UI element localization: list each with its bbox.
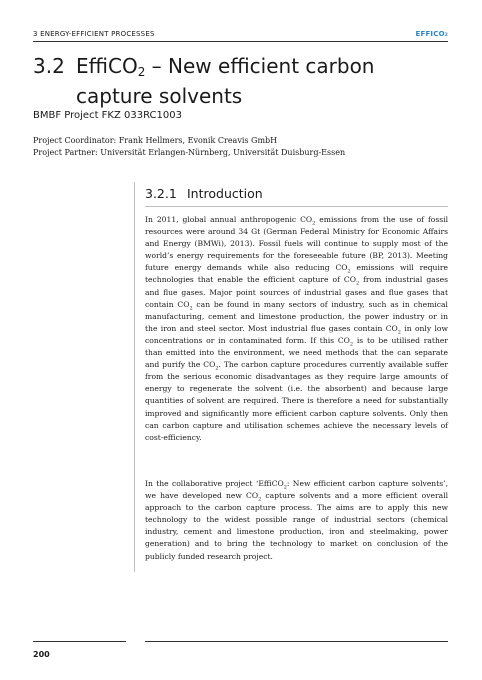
chapter-title-part1: EffiCO [76,54,138,78]
chapter-title [76,54,446,108]
margin-divider [134,182,135,572]
chapter-title-subscript: 2 [137,65,146,79]
page-number: 200 [33,650,50,659]
running-header-chapter: 3 ENERGY-EFFICIENT PROCESSES [33,30,155,38]
footer-divider-left [33,641,126,642]
paragraph-2: In the collaborative project ‘EffiCO$_2$: New efficient carbon capture solvents’, we have developed new $CO_2$ capture solvents and a more efficient overall approach to the carbon capture process. The aims are to apply this new technology to the widest possible range of industrial sectors (chemical industry, cement and limestone production, iron and steelmaking, power generation) and to bring the technology to market on conclusion of the publicly funded research project. [145,479,448,561]
section-heading [145,186,263,201]
section-title: Introduction [187,186,263,201]
project-coordinator: Project Coordinator: Frank Hellmers, Evonik Creavis GmbH [33,136,278,145]
project-code: BMBF Project FKZ 033RC1003 [33,110,182,121]
chapter-title-part2: – New efficient carbon capture solvents [76,54,375,108]
project-meta [33,135,345,159]
footer-divider-right [145,641,448,642]
section-number: 3.2.1 [145,186,177,201]
paragraph-1: In 2011, global annual anthropogenic $CO_2$ emissions from the use of fossil resources were around 34 Gt (German Federal Ministry for Economic Affairs and Energy (BMWi), 2013). Fossil fuels will continue to supply most of the world’s energy requirements for the foreseeable future (BP, 2013). Meeting future energy demands while also reducing $CO_2$ emissions will require technologies that enable the efficient capture of $CO_2$ from industrial gases and flue gases. Major point sources of industrial gases and flue gases that contain $CO_2$ can be found in many sectors of industry, such as in chemical manufacturing, cement and limestone production, the power industry or in the iron and steel sector. Most industrial flue gases contain $CO_2$ in only low concentrations or in contaminated form. If this $CO_2$ is to be utilised rather than emitted into the environment, we need methods that the can separate and purify the $CO_2$. The carbon capture procedures currently available suffer from the serious economic disadvantages as they require large amounts of energy to regenerate the solvent (i.e. the absorbent) and because large quantities of solvent are required. There is therefore a need for substantially improved and significantly more efficient carbon capture solvents. Only then can carbon capture and utilisation schemes achieve the necessary levels of cost-efficiency. [145,215,448,442]
chapter-number: 3.2 [33,54,65,78]
project-partner: Project Partner: Universität Erlangen-Nürnberg, Universität Duisburg-Essen [33,148,346,157]
running-header-brand: EFFICO₂ [415,30,448,38]
section-divider [145,206,448,207]
header-divider [33,41,448,42]
